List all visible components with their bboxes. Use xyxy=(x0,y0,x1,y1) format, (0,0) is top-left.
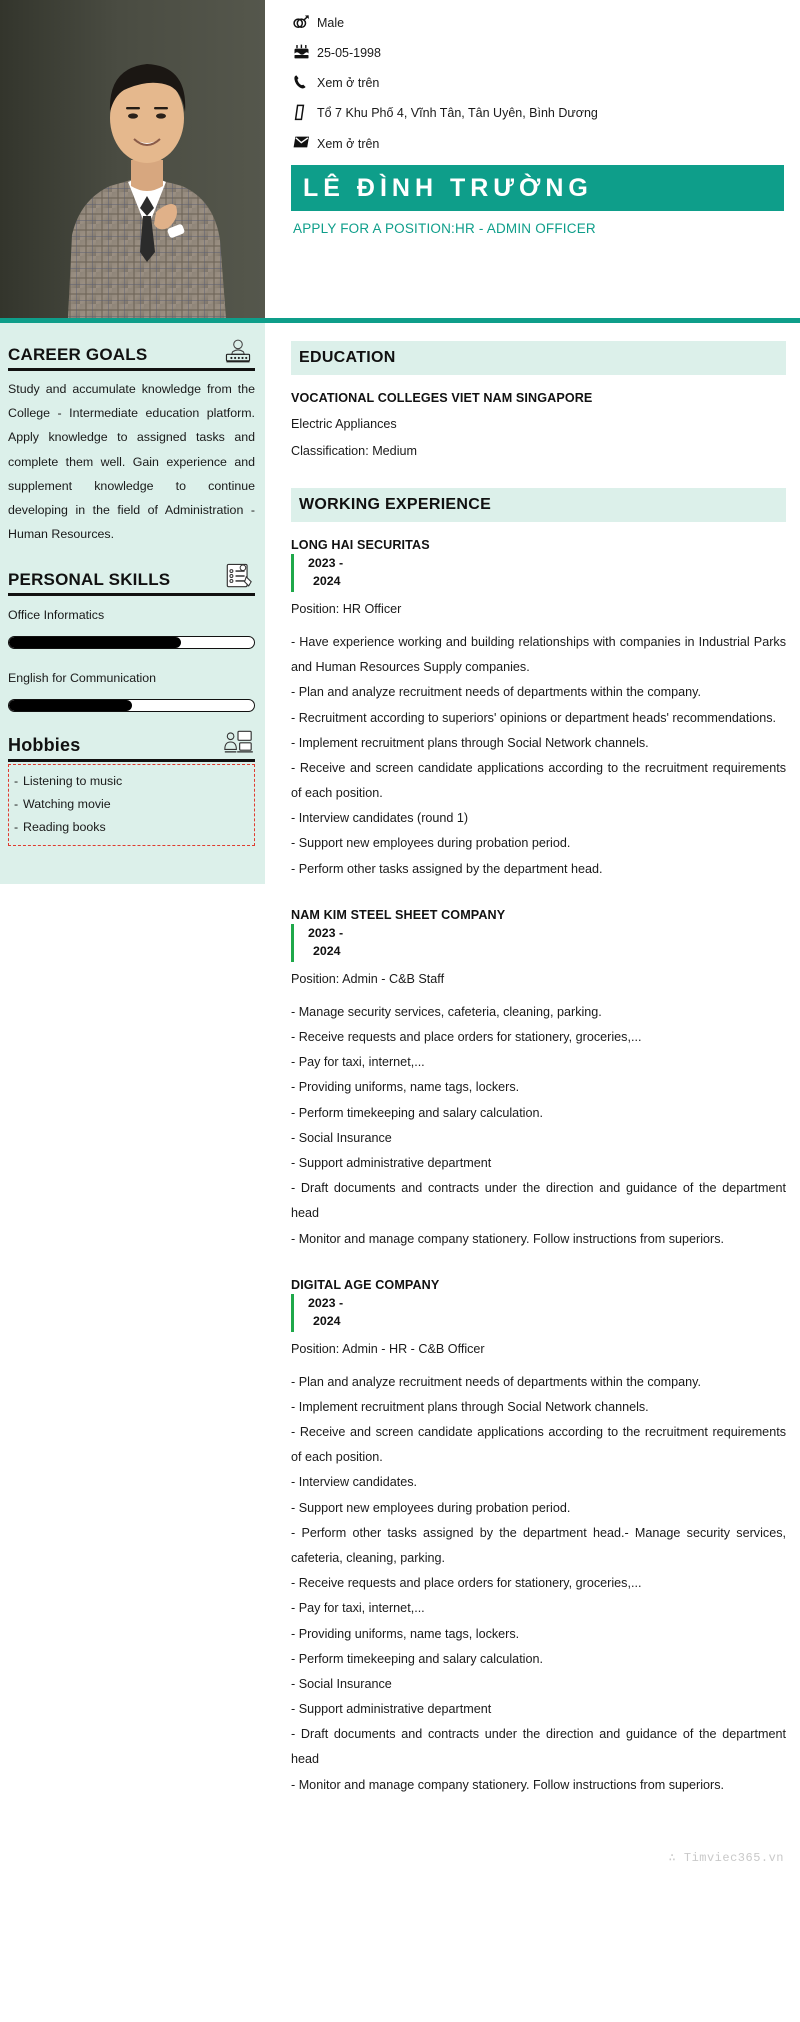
education-classification: Classification: Medium xyxy=(291,444,417,458)
job-duty: - Support new employees during probation period. xyxy=(291,836,571,851)
job-duty: - Receive requests and place orders for stationery, groceries,... xyxy=(291,1576,642,1591)
job-duty: - Interview candidates. xyxy=(291,1475,417,1490)
contact-row-birthday xyxy=(291,44,784,62)
career-goals-header xyxy=(8,337,255,371)
personal-skills-section xyxy=(8,562,255,712)
job-duty: - Draft documents and contracts under the direction and guidance of the department head xyxy=(291,1181,786,1221)
contact-value-phone: Xem ở trên xyxy=(317,76,380,91)
job-company: LONG HAI SECURITAS xyxy=(291,538,430,552)
job-duty: - Social Insurance xyxy=(291,1676,392,1691)
job-company: NAM KIM STEEL SHEET COMPANY xyxy=(291,907,506,922)
job-duty: - Perform other tasks assigned by the department head. xyxy=(291,861,603,876)
personal-skills-title: PERSONAL SKILLS xyxy=(8,570,171,590)
job-position: Position: Admin - C&B Staff xyxy=(291,971,445,986)
job-duty: - Social Insurance xyxy=(291,1130,392,1145)
job-duty: - Support new employees during probation period. xyxy=(291,1500,571,1515)
job-duty: - Have experience working and building relationships with companies in Industrial Parks and Human Resources Supply companies. xyxy=(291,634,786,675)
hobbies-media-icon xyxy=(221,728,255,756)
skill-label: Office Informatics xyxy=(8,608,105,623)
contact-row-phone xyxy=(291,74,784,92)
career-goals-title: CAREER GOALS xyxy=(8,345,148,364)
job-position: Position: HR Officer xyxy=(291,601,402,616)
job-date-from: 2023 - xyxy=(308,925,344,940)
candidate-name: LÊ ĐÌNH TRƯỜNG xyxy=(291,165,784,211)
envelope-icon xyxy=(291,135,317,152)
job-duty: - Support administrative department xyxy=(291,1702,492,1717)
job-duty: - Receive requests and place orders for stationery, groceries,... xyxy=(291,1030,642,1044)
job-duty: - Plan and analyze recruitment needs of departments within the company. xyxy=(291,685,701,700)
contact-value-birthday: 25-05-1998 xyxy=(317,46,381,61)
cv-header xyxy=(0,0,800,318)
skill-progress-fill xyxy=(9,637,181,648)
skill-item xyxy=(8,661,255,712)
hobbies-list[interactable] xyxy=(8,764,255,846)
hobby-item: - Watching movie xyxy=(13,793,250,816)
job-duty: - Pay for taxi, internet,... xyxy=(291,1055,425,1070)
birthday-cake-icon xyxy=(291,44,317,61)
cv-body xyxy=(0,318,800,1824)
hobby-item: - Listening to music xyxy=(13,770,250,793)
education-section-title: EDUCATION xyxy=(291,341,786,375)
contact-row-email xyxy=(291,135,784,153)
site-watermark: ∴ Timviec365.vn xyxy=(668,1850,784,1865)
job-date-to: 2024 xyxy=(313,1313,341,1328)
job-date-to: 2024 xyxy=(313,573,341,588)
job-duty: - Providing uniforms, name tags, lockers. xyxy=(291,1626,520,1641)
job-entry xyxy=(291,908,786,1252)
job-duty: - Receive and screen candidate applications according to the recruitment requirements of each position. xyxy=(291,760,786,801)
job-date-from: 2023 - xyxy=(308,1295,344,1310)
job-duty: - Draft documents and contracts under the direction and guidance of the department head xyxy=(291,1727,786,1767)
hobbies-title: Hobbies xyxy=(8,735,81,756)
skill-label: English for Communication xyxy=(8,671,157,686)
header-details xyxy=(265,0,800,318)
job-date-to: 2024 xyxy=(313,943,341,958)
job-duty: - Providing uniforms, name tags, lockers. xyxy=(291,1080,520,1095)
career-target-icon xyxy=(221,337,255,365)
profile-photo xyxy=(0,0,265,318)
main-column xyxy=(265,318,800,1824)
job-duty: - Perform timekeeping and salary calculation. xyxy=(291,1105,543,1120)
contact-list xyxy=(291,14,784,153)
skill-item xyxy=(8,598,255,649)
job-duty: - Plan and analyze recruitment needs of departments within the company. xyxy=(291,1374,701,1389)
skill-progress-bar xyxy=(8,699,255,712)
job-duty: - Perform timekeeping and salary calculation. xyxy=(291,1651,543,1666)
hobbies-header xyxy=(8,728,255,762)
job-dates xyxy=(291,554,786,592)
hobbies-section xyxy=(8,728,255,846)
job-position: Position: Admin - HR - C&B Officer xyxy=(291,1341,485,1356)
job-duty: - Perform other tasks assigned by the department head.- Manage security services, cafeteria, cleaning, parking. xyxy=(291,1525,786,1565)
contact-row-gender xyxy=(291,14,784,32)
job-duty: - Manage security services, cafeteria, cleaning, parking. xyxy=(291,1004,602,1019)
skills-checklist-icon xyxy=(221,562,255,590)
contact-value-address: Tổ 7 Khu Phố 4, Vĩnh Tân, Tân Uyên, Bình Dương xyxy=(317,106,598,121)
contact-value-email: Xem ở trên xyxy=(317,136,380,151)
skill-progress-fill xyxy=(9,700,132,711)
experience-section-title: WORKING EXPERIENCE xyxy=(291,488,786,522)
job-dates xyxy=(291,924,786,962)
sidebar xyxy=(0,318,265,884)
job-duty: - Implement recruitment plans through Social Network channels. xyxy=(291,735,649,750)
job-company: DIGITAL AGE COMPANY xyxy=(291,1277,440,1292)
contact-row-address xyxy=(291,104,784,122)
job-entry xyxy=(291,538,786,882)
job-duty: - Pay for taxi, internet,... xyxy=(291,1601,425,1616)
job-duty: - Support administrative department xyxy=(291,1155,492,1170)
apply-position: APPLY FOR A POSITION:HR - ADMIN OFFICER xyxy=(293,220,596,236)
job-duty: - Implement recruitment plans through Social Network channels. xyxy=(291,1399,649,1414)
career-goals-text: Study and accumulate knowledge from the College - Intermediate education platform. Apply knowledge to assigned tasks and complete them well. Gain experience and supplement knowledge to continue developing in the field of Administration - Human Resources. xyxy=(8,382,255,542)
job-duty: - Receive and screen candidate applications according to the recruitment requirements of each position. xyxy=(291,1425,786,1465)
personal-skills-header xyxy=(8,562,255,596)
hobby-item: - Reading books xyxy=(13,816,250,839)
education-major: Electric Appliances xyxy=(291,417,397,431)
job-duty: - Monitor and manage company stationery. Follow instructions from superiors. xyxy=(291,1231,725,1246)
job-dates xyxy=(291,1294,786,1332)
job-date-from: 2023 - xyxy=(308,556,344,570)
contact-value-gender: Male xyxy=(317,16,345,30)
education-school: VOCATIONAL COLLEGES VIET NAM SINGAPORE xyxy=(291,391,593,405)
gender-icon xyxy=(291,14,317,31)
skill-progress-bar xyxy=(8,636,255,649)
education-entry xyxy=(291,391,786,458)
job-duty: - Monitor and manage company stationery. Follow instructions from superiors. xyxy=(291,1777,725,1792)
job-duty: - Recruitment according to superiors' opinions or department heads' recommendations. xyxy=(291,710,777,725)
career-goals-section xyxy=(8,337,255,546)
job-duty: - Interview candidates (round 1) xyxy=(291,811,469,826)
location-pin-icon xyxy=(291,104,317,121)
job-entry xyxy=(291,1278,786,1798)
phone-icon xyxy=(291,74,317,91)
